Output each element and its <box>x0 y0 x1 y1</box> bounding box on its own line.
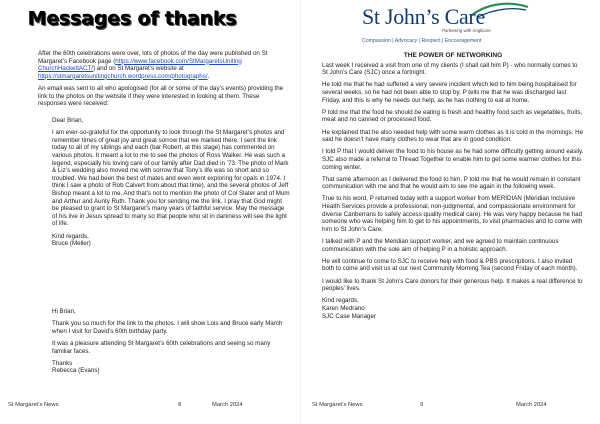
letter2-sender: Rebecca (Evans) <box>52 367 100 375</box>
footer-page-number: 9 <box>420 402 424 408</box>
article-closing: Kind regards, <box>322 297 359 305</box>
page-title: Messages of thanks <box>28 8 237 30</box>
intro-1-mid: ) and on St Margaret’s website at <box>93 65 184 73</box>
article-paragraph: True to his word, P returned today with a support worker from MERIDIAN (Meridian Inclusive Health Services provide a professional, non-judgmental, and compassionate environment for diverse Canberrans to safely access quality medical care). He was very happy because he had someone who was helping him to get to his appointments, to visit pharmacies and to come with him to St John’s Care. <box>322 195 583 233</box>
letter-rebecca <box>38 308 290 375</box>
intro-paragraph-2: An email was sent to all who apologised (for all or some of the day’s events) providing the link to the photos on the website if they were interested in looking at them. These responses were received: <box>38 84 284 108</box>
letter2-closing: Thanks <box>52 359 73 367</box>
letter1-body: I am ever-so-grateful for the opportunity to look through the St Margaret’s photos and remember times of great joy and great sorrow that we marked there. I sent the link today to all of my siblings and each (bar Robert, at this stage) has commented on various photos. It meant a lot to me to see the photos of Ross Walker. He was such a legend, especially his loving care of our family after Dad died in ’73. The photo of Mark & Liz’s wedding also moved me with sorrow that Tony’s life was so short and so troubled. We had been the best of mates and even went exploring for opals in 1974. I think I saw a photo of Rob Calvert from about that time), and the several photos of Jeff Bishop meant a lot to me. And that’s not to mention the photo of Col Slater and of Mum and Arthur and Aunty Ruth. Thank you for sending me the link. I pray that God might be pleased to grant to St Margaret’s many years of faithful service. May the message of his live in Jesus spread to many so that people who sit in darkness will see the light of life. <box>52 129 290 228</box>
website-link[interactable]: https://stmargaretsunitingchurch.wordpress.com/photographs/ <box>38 72 208 80</box>
right-page <box>300 0 600 424</box>
footer-date: March 2024 <box>212 402 243 408</box>
logo-brand-name: St John’s Care <box>362 4 485 29</box>
intro-1-pre: After the 60th celebrations were over, lots of photos of the day were published on St Margaret’s Facebook page ( <box>38 50 268 65</box>
letter1-closing: Kind regards, <box>52 232 89 240</box>
logo-values: Compassion | Advocacy | Respect | Encouragement <box>362 38 482 44</box>
article-paragraph: He explained that he also needed help with some warm clothes as it is cold in the mornings. He said he doesn’t have many clothes to wear that are in good condition. <box>322 128 584 144</box>
intro-text <box>38 50 288 112</box>
article-paragraph: P told me that the food he should be eating is fresh and healthy food such as vegetables, fruits, meat and no canned or processed food. <box>322 108 583 124</box>
article-heading: THE POWER OF NETWORKING <box>403 52 503 59</box>
letter2-body-2: It was a pleasure attending St Margaret’s 60th celebrations and seeing so many familiar faces. <box>52 339 271 355</box>
article-sender-role: SJC Case Manager <box>322 312 376 320</box>
letter1-salutation: Dear Brian, <box>52 117 84 124</box>
article-paragraph: He will continue to come to SJC to receive help with food & PBS prescriptions. I also invited both to come and visit us at our next Community Morning Tea (second Friday of each month). <box>322 257 578 273</box>
logo-tagline: Partnering with Anglicare <box>442 28 491 33</box>
article-paragraph: Last week I received a visit from one of my clients (I shall call him P) - who normally comes to St John’s Care (SJC) once a fortnight. <box>322 61 578 77</box>
letter2-body-1: Thank you so much for the link to the photos. I will show Lois and Bruce early March when I visit for David’s 60th birthday party. <box>52 320 283 335</box>
article-sender: Karen Medrano <box>322 304 365 312</box>
intro-1-post: . <box>207 72 210 80</box>
st-johns-care-logo <box>362 4 592 48</box>
footer-page-number: 8 <box>178 402 182 408</box>
facebook-link[interactable]: https://www.facebook.com/StMargaretsUniting ChurchHackettACT/ <box>38 57 242 73</box>
intro-paragraph-1 <box>38 50 288 80</box>
footer-publication: St Margaret’s News <box>312 402 363 408</box>
letter2-salutation: Hi Brian, <box>52 308 76 315</box>
article-paragraph: I talked with P and the Meridian support worker, and we agreed to maintain continuous communication with the sole aim of helping P in a holistic approach. <box>322 238 559 253</box>
article-paragraph: That same afternoon as I delivered the food to him, P told me that he would remain in constant communication with me and that he would aim to see me again in the following week. <box>322 175 581 191</box>
letter1-sender: Bruce (Meller) <box>52 240 91 248</box>
article-paragraph: He told me that he had suffered a very severe incident which led to him being hospitalised for several weeks, so he had not been able to stop by. P tells me that he was discharged last Friday, and this is why he needs our help, as he has nothing to eat at home. <box>322 81 577 104</box>
article-paragraph: I told P that I would deliver the food to his house as he had some difficulty getting around easily. SJC also made a referral to Thread Together to enable him to get some warmer clothes for this coming winter. <box>322 148 584 171</box>
footer-publication: St Margaret’s News <box>8 402 59 408</box>
article-paragraph: I would like to thank St John’s Care donors for their generous help. It makes a real difference to peoples’ lives. <box>322 277 583 293</box>
letter-bruce <box>38 117 290 248</box>
article <box>322 52 584 320</box>
footer-date: March 2024 <box>516 402 547 408</box>
